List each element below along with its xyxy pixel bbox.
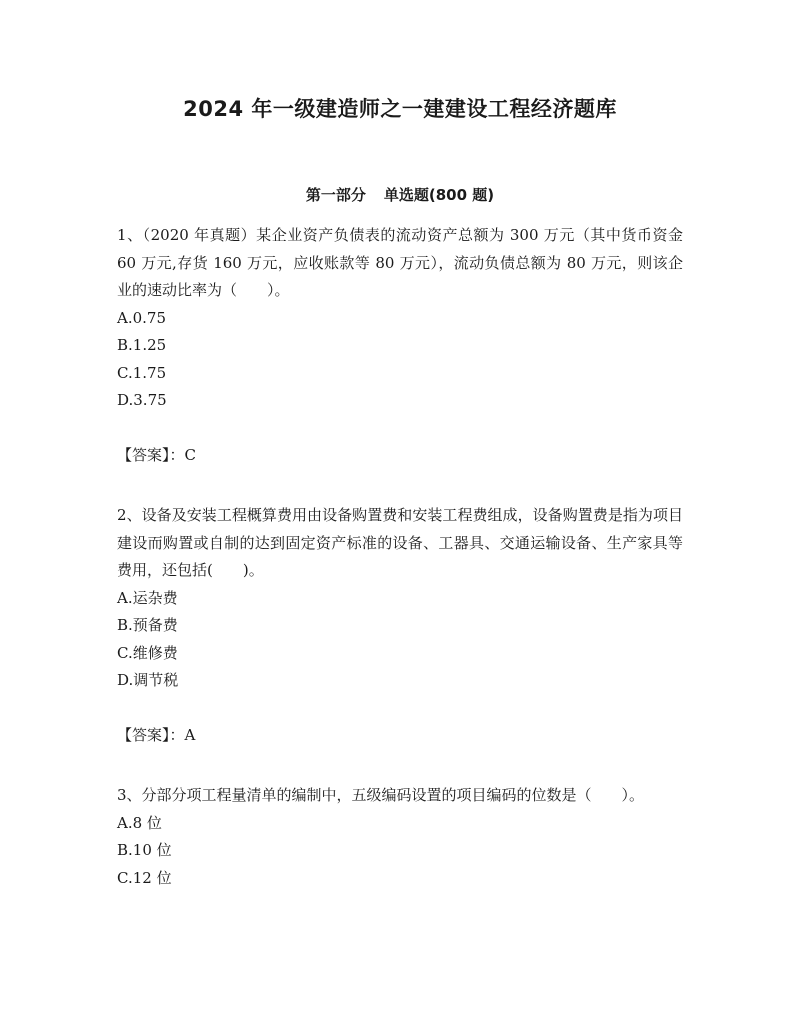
document-title: 2024 年一级建造师之一建建设工程经济题库 bbox=[183, 97, 617, 121]
question-option-b: B.预备费 bbox=[117, 616, 178, 634]
section-name-label: 单选题(800 题) bbox=[383, 186, 495, 204]
answer-value: A bbox=[184, 725, 196, 744]
question-option-c: C.12 位 bbox=[117, 868, 172, 887]
question-3 bbox=[117, 782, 683, 892]
question-option-b: B.1.25 bbox=[117, 336, 167, 354]
question-option-a: A.运杂费 bbox=[117, 588, 178, 607]
question-stem: 1、（2020 年真题）某企业资产负债表的流动资产总额为 300 万元（其中货币资金 60 万元,存货 160 万元，应收账款等 80 万元），流动负债总额为 80 万元，则该企业的速动比率为（ ）。 bbox=[117, 226, 683, 299]
answer-label: 【答案】： bbox=[117, 445, 185, 464]
question-2 bbox=[117, 502, 683, 782]
question-stem: 3、分部分项工程量清单的编制中，五级编码设置的项目编码的位数是（ ）。 bbox=[117, 786, 645, 804]
answer-line bbox=[117, 442, 683, 470]
question-option-d: D.3.75 bbox=[117, 391, 167, 409]
answer-value: C bbox=[184, 445, 196, 464]
question-option-d: D.调节税 bbox=[117, 671, 179, 689]
question-option-b: B.10 位 bbox=[117, 841, 172, 859]
question-option-a: A.0.75 bbox=[117, 308, 166, 327]
question-option-a: A.8 位 bbox=[117, 813, 162, 832]
section-part-label: 第一部分 bbox=[305, 186, 366, 204]
answer-line bbox=[117, 722, 683, 750]
section-heading bbox=[0, 182, 800, 208]
question-option-c: C.1.75 bbox=[117, 363, 167, 382]
question-stem: 2、设备及安装工程概算费用由设备购置费和安装工程费组成，设备购置费是指为项目建设而购置或自制的达到固定资产标准的设备、工器具、交通运输设备、生产家具等费用，还包括( )。 bbox=[117, 506, 683, 579]
question-list bbox=[117, 222, 683, 892]
question-option-c: C.维修费 bbox=[117, 643, 178, 662]
question-1 bbox=[117, 222, 683, 502]
answer-label: 【答案】： bbox=[117, 725, 185, 744]
